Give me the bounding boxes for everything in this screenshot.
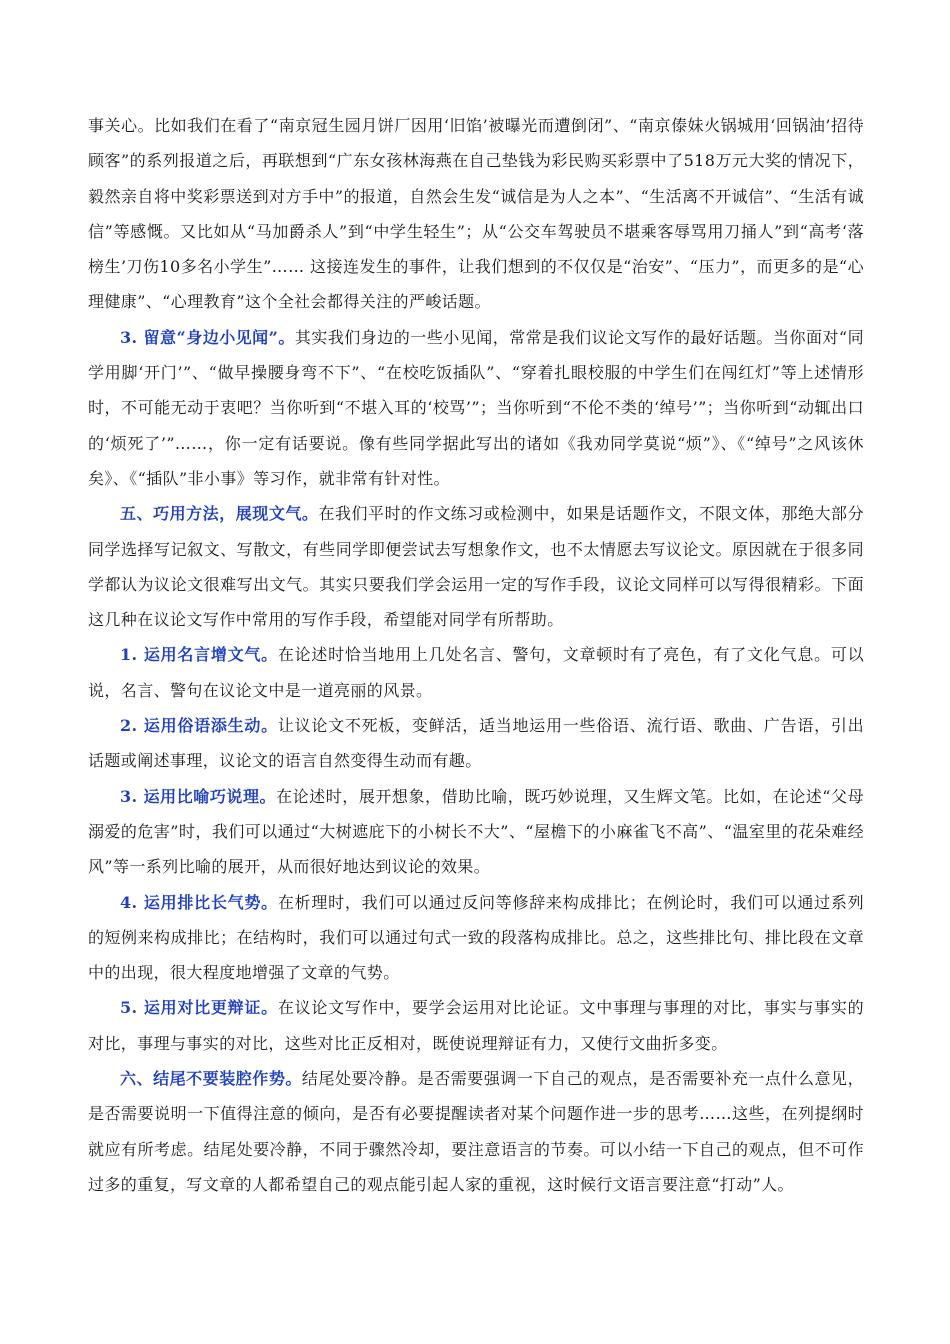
paragraph-heading: 1. 运用名言增文气。 xyxy=(120,645,278,665)
paragraph-proverbs xyxy=(88,708,864,779)
paragraph-text: 在析理时，我们可以通过反问等修辞来构成排比；在例论时，我们可以通过系列的短例来构成排比；在结构时，我们可以通过句式一致的段落构成排比。总之，这些排比句、排比段在文章中的出现，很大程度地增强了文章的气势。 xyxy=(88,892,864,983)
section-heading: 五、巧用方法，展现文气。 xyxy=(120,504,319,524)
paragraph-text: 在论述时恰当地用上几处名言、警句，文章顿时有了亮色，有了文化气息。可以说，名言、警句在议论文中是一道亮丽的风景。 xyxy=(88,645,864,700)
paragraph-text: 其实我们身边的一些小见闻，常常是我们议论文写作的最好话题。当你面对“同学用脚‘开门’”、“做早操腰身弯不下”、“在校吃饭插队”、“穿着扎眼校服的中学生们在闯红灯”等上述情形时，不可能无动于衷吧？当你听到“不堪入耳的‘校骂’”；当你听到“不伦不类的‘绰号’”；当你听到“动辄出口的‘烦死了’”……，你一定有话要说。像有些同学据此写出的诸如《我劝同学莫说“烦”》、《“绰号”之风该休矣》、《“插队”非小事》等习作，就非常有针对性。 xyxy=(88,327,864,488)
paragraph-text: 结尾处要冷静。是否需要强调一下自己的观点，是否需要补充一点什么意见，是否需要说明一下值得注意的倾向，是否有必要提醒读者对某个问题作进一步的思考……这些，在列提纲时就应有所考虑。结尾处要冷静，不同于骤然冷却，要注意语言的节奏。可以小结一下自己的观点，但不可作过多的重复，写文章的人都希望自己的观点能引起人家的重视，这时候行文语言要注意“打动”人。 xyxy=(88,1069,864,1194)
paragraph-text: 事关心。比如我们在看了“南京冠生园月饼厂因用‘旧馅’被曝光而遭倒闭”、“南京傣妹火锅城用‘回锅油’招待顾客”的系列报道之后，再联想到“广东女孩林海燕在自己垫钱为彩民购买彩票中了518万元大奖的情况下，毅然亲自将中奖彩票送到对方手中”的报道，自然会生发“诚信是为人之本”、“生活离不开诚信”、“生活有诚信”等感慨。又比如从“马加爵杀人”到“中学生轻生”；从“公交车驾驶员不堪乘客辱骂用刀捅人”到“高考‘落榜生’刀伤10多名小学生”…… 这接连发生的事件，让我们想到的不仅仅是“治安”、“压力”，而更多的是“心理健康”、“心理教育”这个全社会都得关注的严峻话题。 xyxy=(88,116,864,312)
paragraph-section-five xyxy=(88,496,864,637)
section-heading: 六、结尾不要装腔作势。 xyxy=(120,1069,302,1089)
paragraph-heading: 3. 留意“身边小见闻”。 xyxy=(120,327,295,347)
paragraph-intro xyxy=(88,108,864,320)
paragraph-metaphor xyxy=(88,779,864,885)
paragraph-contrast xyxy=(88,990,864,1061)
paragraph-text: 在我们平时的作文练习或检测中，如果是话题作文，不限文体，那绝大部分同学选择写记叙文、写散文，有些同学即便尝试去写想象作文，也不太情愿去写议论文。原因就在于很多同学都认为议论文很难写出文气。其实只要我们学会运用一定的写作手段，议论文同样可以写得很精彩。下面这几种在议论文写作中常用的写作手段，希望能对同学有所帮助。 xyxy=(88,504,864,630)
paragraph-notice-small-news xyxy=(88,320,864,496)
paragraph-section-six xyxy=(88,1061,864,1202)
paragraph-text: 在论述时，展开想象，借助比喻，既巧妙说理，又生辉文笔。比如，在论述“父母溺爱的危害”时，我们可以通过“大树遮庇下的小树长不大”、“屋檐下的小麻雀飞不高”、“温室里的花朵难经风”等一系列比喻的展开，从而很好地达到议论的效果。 xyxy=(88,786,864,877)
paragraph-text: 让议论文不死板，变鲜活，适当地运用一些俗语、流行语、歌曲、广告语，引出话题或阐述事理，议论文的语言自然变得生动而有趣。 xyxy=(88,716,864,771)
paragraph-text: 在议论文写作中，要学会运用对比论证。文中事理与事理的对比，事实与事实的对比，事理与事实的对比，这些对比正反相对，既使说理辩证有力，又使行文曲折多变。 xyxy=(88,998,864,1053)
paragraph-heading: 5. 运用对比更辩证。 xyxy=(120,998,278,1018)
paragraph-heading: 3. 运用比喻巧说理。 xyxy=(120,786,277,806)
paragraph-heading: 2. 运用俗语添生动。 xyxy=(120,716,278,736)
paragraph-heading: 4. 运用排比长气势。 xyxy=(120,892,278,912)
document-body xyxy=(88,108,864,1202)
paragraph-quotes xyxy=(88,637,864,708)
paragraph-parallelism xyxy=(88,885,864,991)
